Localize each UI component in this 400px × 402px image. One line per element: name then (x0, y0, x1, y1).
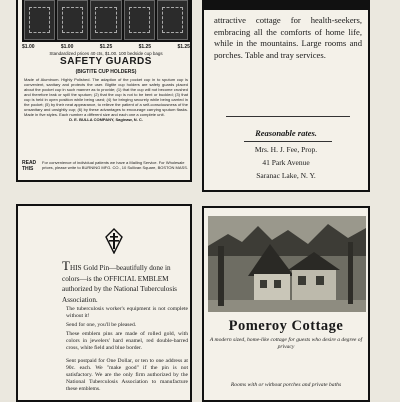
cup-holder-image (157, 0, 188, 40)
ad-paragraph: These emblem pins are made of rolled gold, with colors in jewelers' hard enamel, red double-barred cross, white field and blue border. (66, 331, 188, 351)
ad-paragraph: Sent postpaid for One Dollar, or ten to one address at 90c. each. We "make good" if the pin is not satisfactory. We are the only firm authorized by the National Tuberculosis Association to manufacture these emblems. (66, 358, 188, 392)
ad-subtitle: A modern sized, home-like cottage for guests who desire a degree of privacy (209, 337, 363, 350)
cottage-photo (208, 216, 366, 312)
divider (244, 141, 332, 142)
drop-cap: T (62, 258, 70, 273)
ad-subtitle: (BIGTITE CUP HOLDERS) (75, 69, 137, 75)
gold-pin-ad (16, 204, 192, 402)
cup-holder-image (124, 0, 155, 40)
price-row (22, 44, 190, 50)
price: $1.25 (177, 44, 190, 50)
proprietor: Mrs. H. J. Fee, Prop. (254, 145, 318, 154)
cup-holder-image (90, 0, 121, 40)
fee-cottage-ad (202, 0, 370, 192)
ad-paragraph: Send for one, you'll be pleased. (66, 322, 137, 328)
ad-body (24, 77, 188, 122)
double-barred-cross-icon (104, 228, 124, 254)
product-photo-strip (22, 0, 190, 42)
ad-paragraph: The tuberculosis worker's equipment is not complete without it! (66, 306, 188, 319)
safety-guards-ad (16, 0, 192, 182)
price-note: Standardized prices 40 cts, $1.00. 100 bedside cup bags (49, 51, 163, 56)
ad-body: attractive cottage for health-seekers, embracing all the comforts of home life, while in the mountains. Large rooms and porches. Table and tray services. (214, 15, 362, 60)
photo-edge (204, 0, 368, 10)
lead-text: HIS Gold Pin—beautifully done in colors—is the OFFICIAL EMBLEM authorized by the National Tuberculosis Association. (62, 264, 177, 304)
pomeroy-cottage-ad (202, 206, 370, 402)
ad-note: Rooms with or without porches and private baths (230, 382, 342, 388)
company-name: D. E. BULLA COMPANY, Saginaw, N. C. (69, 117, 143, 122)
price: $1.25 (99, 44, 113, 50)
cup-holder-image (24, 0, 55, 40)
price: $1.25 (138, 44, 152, 50)
contact-block (204, 143, 368, 182)
ad-footer: For convenience of individual patients we have a Mailing Service. For Wholesale prices, please write to BURNING MFG. CO., 10 Sullivan Square, BOSTON MASS. (42, 160, 188, 170)
read-this-label: READ THIS (22, 160, 37, 172)
rates-line: Reasonable rates. (255, 128, 317, 138)
address: 41 Park Avenue (262, 158, 310, 167)
price: $1.00 (60, 44, 74, 50)
ad-lead (62, 258, 188, 305)
ad-title: SAFETY GUARDS (60, 56, 152, 67)
price: $1.00 (22, 44, 35, 50)
ad-title: Pomeroy Cottage (228, 318, 344, 334)
city: Saranac Lake, N. Y. (256, 171, 316, 180)
cup-holder-image (57, 0, 88, 40)
body-text: Made of Aluminum. Highly Polished. The adaption of the pocket cup in to sputum cup is convenient, sanitary and protects the user. Bigtite cup holders are safety guards placed about the pocket cup in such manner as to provide; (1) that the cup will not become crushed and therefore leak or spill the sputum; (2) that the cup is not to be bent or buckled; (3) that cup is held in open position while being used; (4) for bringing securely while being carried in the pocket; (5) by their neat appearance, to relieve the patient of a self-consciousness of the unsanitary and unsightly cup; (6) by these advantages to encourage carrying sputum flasks. Made in five styles. Each number a different size and each one a complete unit. (24, 77, 188, 117)
divider (226, 116, 350, 117)
